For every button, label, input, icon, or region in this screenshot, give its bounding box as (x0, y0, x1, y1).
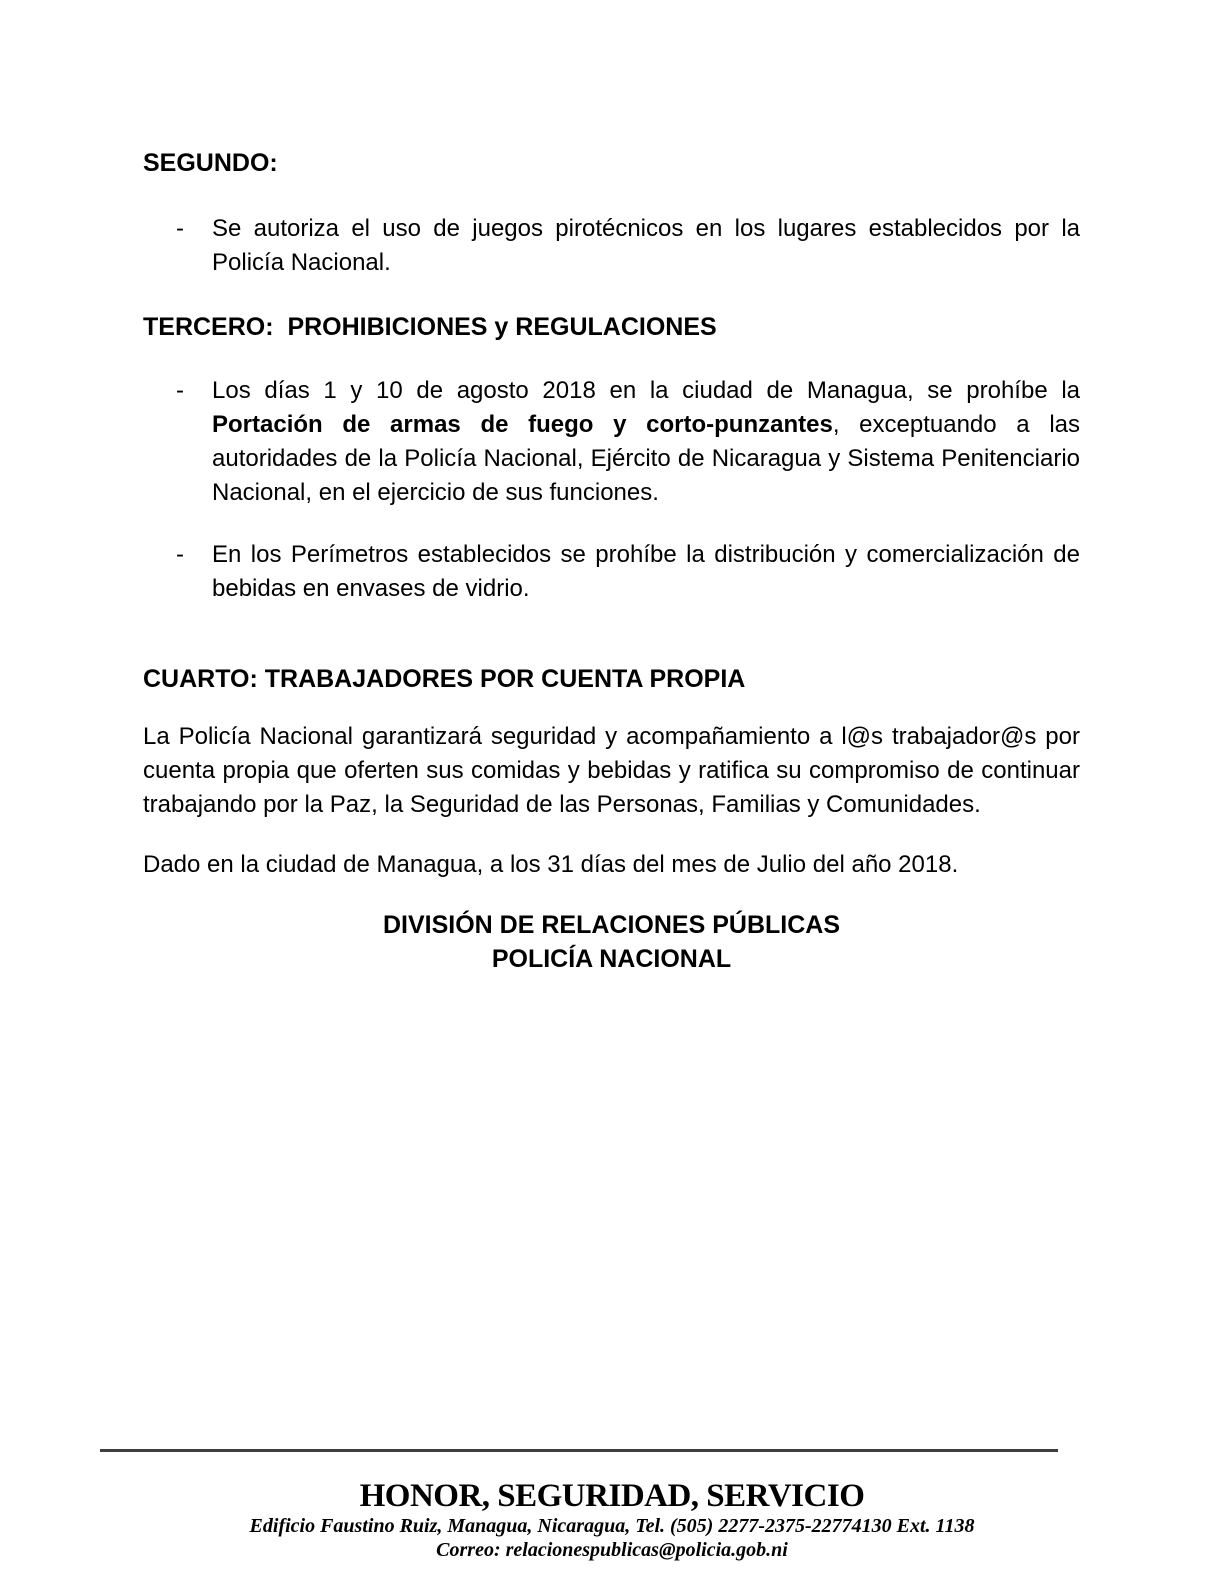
bullet-text-run-post: , exceptuando a las autoridades de la Policía Nacional, Ejército de Nicaragua y Sistema Penitenciario Nacional, en el ejercicio de sus funciones. (212, 411, 1081, 506)
bullet-text-run-pre: Los días 1 y 10 de agosto 2018 en la ciudad de Managua, se prohíbe la (212, 377, 1080, 404)
signature-policia: POLICÍA NACIONAL (491, 945, 732, 973)
footer-email: Correo: relacionespublicas@policia.gob.ni (436, 1539, 788, 1561)
signature-division: DIVISIÓN DE RELACIONES PÚBLICAS (383, 911, 840, 939)
bullet-dash: - (176, 541, 184, 568)
heading-cuarto: CUARTO: TRABAJADORES POR CUENTA PROPIA (143, 665, 746, 693)
document-body (143, 146, 1080, 976)
footer-divider-line (100, 1449, 1058, 1452)
bullet-dash: - (176, 215, 184, 242)
bullet-text (212, 374, 1080, 510)
bullet-text: Se autoriza el uso de juegos pirotécnicos en los lugares establecidos por la Policía Nacional. (212, 215, 1080, 276)
heading-tercero: TERCERO: PROHIBICIONES y REGULACIONES (143, 313, 717, 341)
paragraph-closing: Dado en la ciudad de Managua, a los 31 días del mes de Julio del año 2018. (143, 851, 959, 878)
bullet-item-pirotecnicos (143, 212, 1080, 280)
bullet-item-envases-vidrio (143, 538, 1080, 606)
bullet-text-run-bold: Portación de armas de fuego y corto-punzantes (212, 411, 833, 438)
paragraph-cuarto: La Policía Nacional garantizará seguridad y acompañamiento a l@s trabajador@s por cuenta propia que oferten sus comidas y bebidas y ratifica su compromiso de continuar trabajando por la Paz, la Seguridad de las Personas, Familias y Comunidades. (143, 723, 1080, 818)
heading-segundo: SEGUNDO: (143, 149, 278, 177)
bullet-item-portacion-armas (143, 374, 1080, 510)
footer-address: Edificio Faustino Ruiz, Managua, Nicaragua, Tel. (505) 2277-2375-22774130 Ext. 1138 (249, 1515, 975, 1537)
bullet-dash: - (176, 377, 184, 404)
bullet-text: En los Perímetros establecidos se prohíbe la distribución y comercialización de bebidas en envases de vidrio. (212, 541, 1080, 602)
footer-motto: HONOR, SEGURIDAD, SERVICIO (359, 1478, 865, 1514)
page-footer (0, 1478, 1224, 1562)
signature-block (143, 908, 1080, 976)
